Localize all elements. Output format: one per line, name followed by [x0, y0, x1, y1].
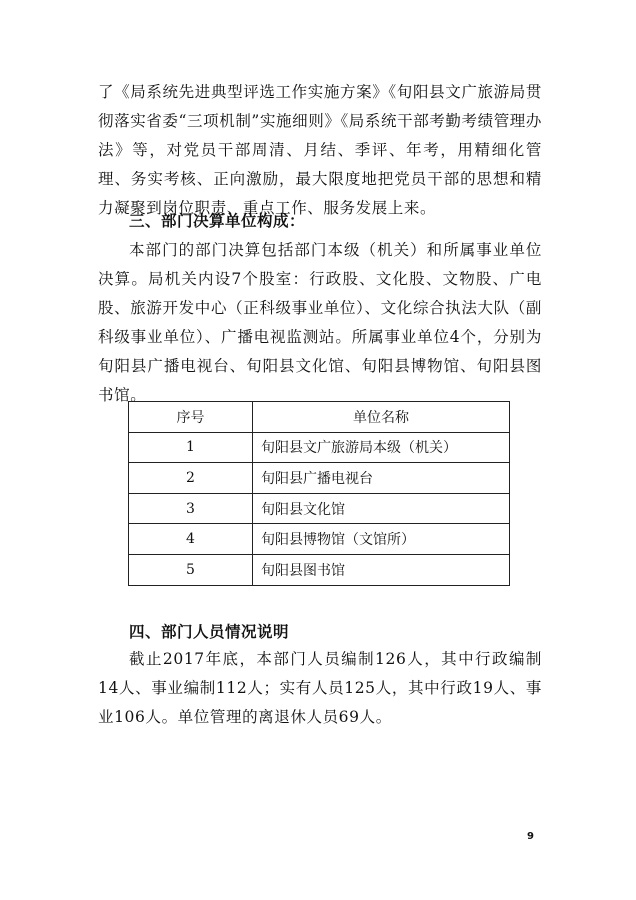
table-cell-no: 5: [129, 554, 253, 585]
paragraph-evaluation-system: 了《局系统先进典型评选工作实施方案》《旬阳县文广旅游局贯彻落实省委“三项机制”实施细则》《局系统干部考勤考绩管理办法》等，对党员干部周清、月结、季评、年考，用精细化管理、务实考核、正向激励，最大限度地把党员干部的思想和精力凝聚到岗位职责、重点工作、服务发展上来。: [98, 83, 542, 217]
table-cell-no: 1: [129, 432, 253, 463]
table-header-row: [129, 402, 510, 433]
table-cell-no: 3: [129, 493, 253, 524]
table-row: [129, 524, 510, 555]
heading-section-4: 四、部门人员情况说明: [129, 623, 290, 641]
table-row: [129, 493, 510, 524]
table-row: [129, 463, 510, 494]
table-cell-no: 4: [129, 524, 253, 555]
table-header-name: 单位名称: [253, 402, 510, 433]
table-cell-name: 旬阳县广播电视台: [253, 463, 510, 494]
table-header-no: 序号: [129, 402, 253, 433]
table-cell-name: 旬阳县博物馆（文馆所）: [253, 524, 510, 555]
table-cell-name: 旬阳县文化馆: [253, 493, 510, 524]
paragraph-staffing: 截止2017年底，本部门人员编制126人，其中行政编制14人、事业编制112人；实有人员125人，其中行政19人、事业106人。单位管理的离退休人员69人。: [98, 650, 542, 726]
page-number: 9: [527, 831, 534, 842]
heading-section-3: 三、部门决算单位构成：: [129, 212, 306, 230]
table-row: [129, 554, 510, 585]
table-cell-name: 旬阳县图书馆: [253, 554, 510, 585]
unit-table: [128, 401, 510, 586]
table-cell-no: 2: [129, 463, 253, 494]
paragraph-unit-composition: 本部门的部门决算包括部门本级（机关）和所属事业单位决算。局机关内设7个股室：行政股、文化股、文物股、广电股、旅游开发中心（正科级事业单位）、文化综合执法大队（副科级事业单位）、广播电视监测站。所属事业单位4个，分别为旬阳县广播电视台、旬阳县文化馆、旬阳县博物馆、旬阳县图书馆。: [98, 241, 542, 404]
table-row: [129, 432, 510, 463]
table-cell-name: 旬阳县文广旅游局本级（机关）: [253, 432, 510, 463]
